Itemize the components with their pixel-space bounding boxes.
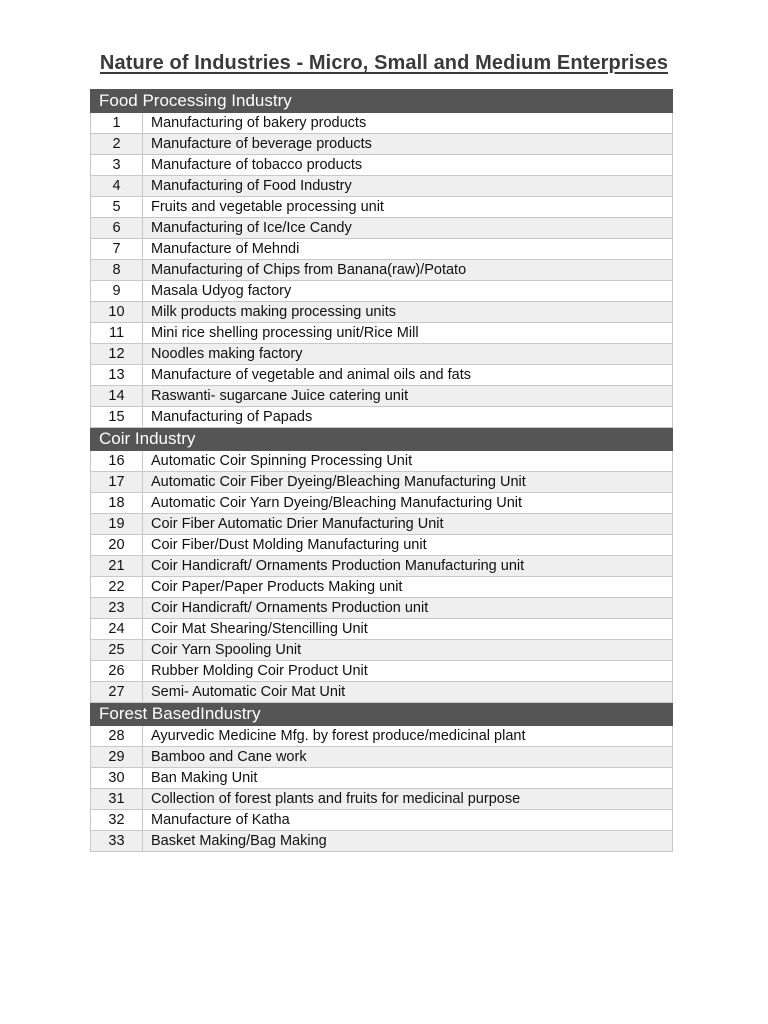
table-row [91, 197, 673, 218]
section-header-food-processing [91, 90, 673, 113]
item-number: 10 [91, 302, 143, 323]
item-description: Coir Fiber/Dust Molding Manufacturing unit [143, 535, 673, 556]
item-description: Collection of forest plants and fruits for medicinal purpose [143, 789, 673, 810]
table-row [91, 598, 673, 619]
item-description: Coir Handicraft/ Ornaments Production unit [143, 598, 673, 619]
section-heading: Forest BasedIndustry [91, 703, 673, 726]
item-description: Milk products making processing units [143, 302, 673, 323]
item-number: 19 [91, 514, 143, 535]
item-number: 2 [91, 134, 143, 155]
item-number: 15 [91, 407, 143, 428]
item-description: Noodles making factory [143, 344, 673, 365]
item-number: 6 [91, 218, 143, 239]
item-number: 33 [91, 831, 143, 852]
item-number: 3 [91, 155, 143, 176]
item-number: 28 [91, 726, 143, 747]
table-row [91, 302, 673, 323]
table-row [91, 260, 673, 281]
table-row [91, 535, 673, 556]
item-number: 21 [91, 556, 143, 577]
item-description: Manufacture of Katha [143, 810, 673, 831]
table-row [91, 577, 673, 598]
item-description: Manufacturing of Papads [143, 407, 673, 428]
item-number: 20 [91, 535, 143, 556]
section-header-coir [91, 428, 673, 451]
item-number: 26 [91, 661, 143, 682]
item-description: Manufacturing of Chips from Banana(raw)/Potato [143, 260, 673, 281]
item-number: 8 [91, 260, 143, 281]
table-row [91, 640, 673, 661]
item-description: Manufacture of vegetable and animal oils and fats [143, 365, 673, 386]
section-heading: Coir Industry [91, 428, 673, 451]
table-row [91, 726, 673, 747]
table-row [91, 281, 673, 302]
table-row [91, 113, 673, 134]
industries-table [90, 89, 673, 852]
table-row [91, 407, 673, 428]
item-number: 27 [91, 682, 143, 703]
item-number: 11 [91, 323, 143, 344]
item-description: Automatic Coir Yarn Dyeing/Bleaching Manufacturing Unit [143, 493, 673, 514]
item-description: Mini rice shelling processing unit/Rice Mill [143, 323, 673, 344]
table-row [91, 134, 673, 155]
table-row [91, 789, 673, 810]
item-description: Manufacture of Mehndi [143, 239, 673, 260]
table-row [91, 661, 673, 682]
page-title-text: Nature of Industries - Micro, Small and Medium Enterprises [99, 52, 669, 74]
coir-section [91, 428, 673, 703]
table-row [91, 365, 673, 386]
item-number: 22 [91, 577, 143, 598]
item-description: Automatic Coir Spinning Processing Unit [143, 451, 673, 472]
item-number: 13 [91, 365, 143, 386]
item-description: Raswanti- sugarcane Juice catering unit [143, 386, 673, 407]
item-description: Semi- Automatic Coir Mat Unit [143, 682, 673, 703]
item-description: Basket Making/Bag Making [143, 831, 673, 852]
item-description: Manufacturing of bakery products [143, 113, 673, 134]
item-description: Coir Yarn Spooling Unit [143, 640, 673, 661]
item-number: 29 [91, 747, 143, 768]
item-description: Coir Handicraft/ Ornaments Production Manufacturing unit [143, 556, 673, 577]
table-row [91, 831, 673, 852]
item-number: 32 [91, 810, 143, 831]
table-row [91, 747, 673, 768]
table-row [91, 472, 673, 493]
item-number: 31 [91, 789, 143, 810]
table-row [91, 155, 673, 176]
table-row [91, 810, 673, 831]
item-number: 12 [91, 344, 143, 365]
table-row [91, 344, 673, 365]
table-row [91, 768, 673, 789]
item-description: Manufacture of tobacco products [143, 155, 673, 176]
item-description: Manufacturing of Ice/Ice Candy [143, 218, 673, 239]
item-number: 14 [91, 386, 143, 407]
item-number: 16 [91, 451, 143, 472]
forest-based-section [91, 703, 673, 852]
item-description: Coir Fiber Automatic Drier Manufacturing Unit [143, 514, 673, 535]
table-row [91, 386, 673, 407]
item-description: Coir Mat Shearing/Stencilling Unit [143, 619, 673, 640]
page-title [0, 52, 768, 75]
item-description: Bamboo and Cane work [143, 747, 673, 768]
item-number: 24 [91, 619, 143, 640]
section-header-forest-based [91, 703, 673, 726]
table-row [91, 218, 673, 239]
section-heading: Food Processing Industry [91, 90, 673, 113]
table-row [91, 619, 673, 640]
table-row [91, 493, 673, 514]
item-number: 17 [91, 472, 143, 493]
item-description: Ban Making Unit [143, 768, 673, 789]
item-number: 25 [91, 640, 143, 661]
item-description: Ayurvedic Medicine Mfg. by forest produce/medicinal plant [143, 726, 673, 747]
table-row [91, 176, 673, 197]
item-number: 4 [91, 176, 143, 197]
item-number: 18 [91, 493, 143, 514]
item-description: Rubber Molding Coir Product Unit [143, 661, 673, 682]
item-description: Automatic Coir Fiber Dyeing/Bleaching Manufacturing Unit [143, 472, 673, 493]
table-row [91, 682, 673, 703]
item-number: 5 [91, 197, 143, 218]
table-row [91, 514, 673, 535]
item-description: Manufacturing of Food Industry [143, 176, 673, 197]
table-row [91, 323, 673, 344]
item-description: Coir Paper/Paper Products Making unit [143, 577, 673, 598]
item-number: 30 [91, 768, 143, 789]
item-number: 9 [91, 281, 143, 302]
item-description: Masala Udyog factory [143, 281, 673, 302]
item-description: Fruits and vegetable processing unit [143, 197, 673, 218]
table-row [91, 239, 673, 260]
table-row [91, 451, 673, 472]
item-description: Manufacture of beverage products [143, 134, 673, 155]
table-row [91, 556, 673, 577]
food-processing-section [91, 90, 673, 428]
item-number: 7 [91, 239, 143, 260]
item-number: 23 [91, 598, 143, 619]
item-number: 1 [91, 113, 143, 134]
